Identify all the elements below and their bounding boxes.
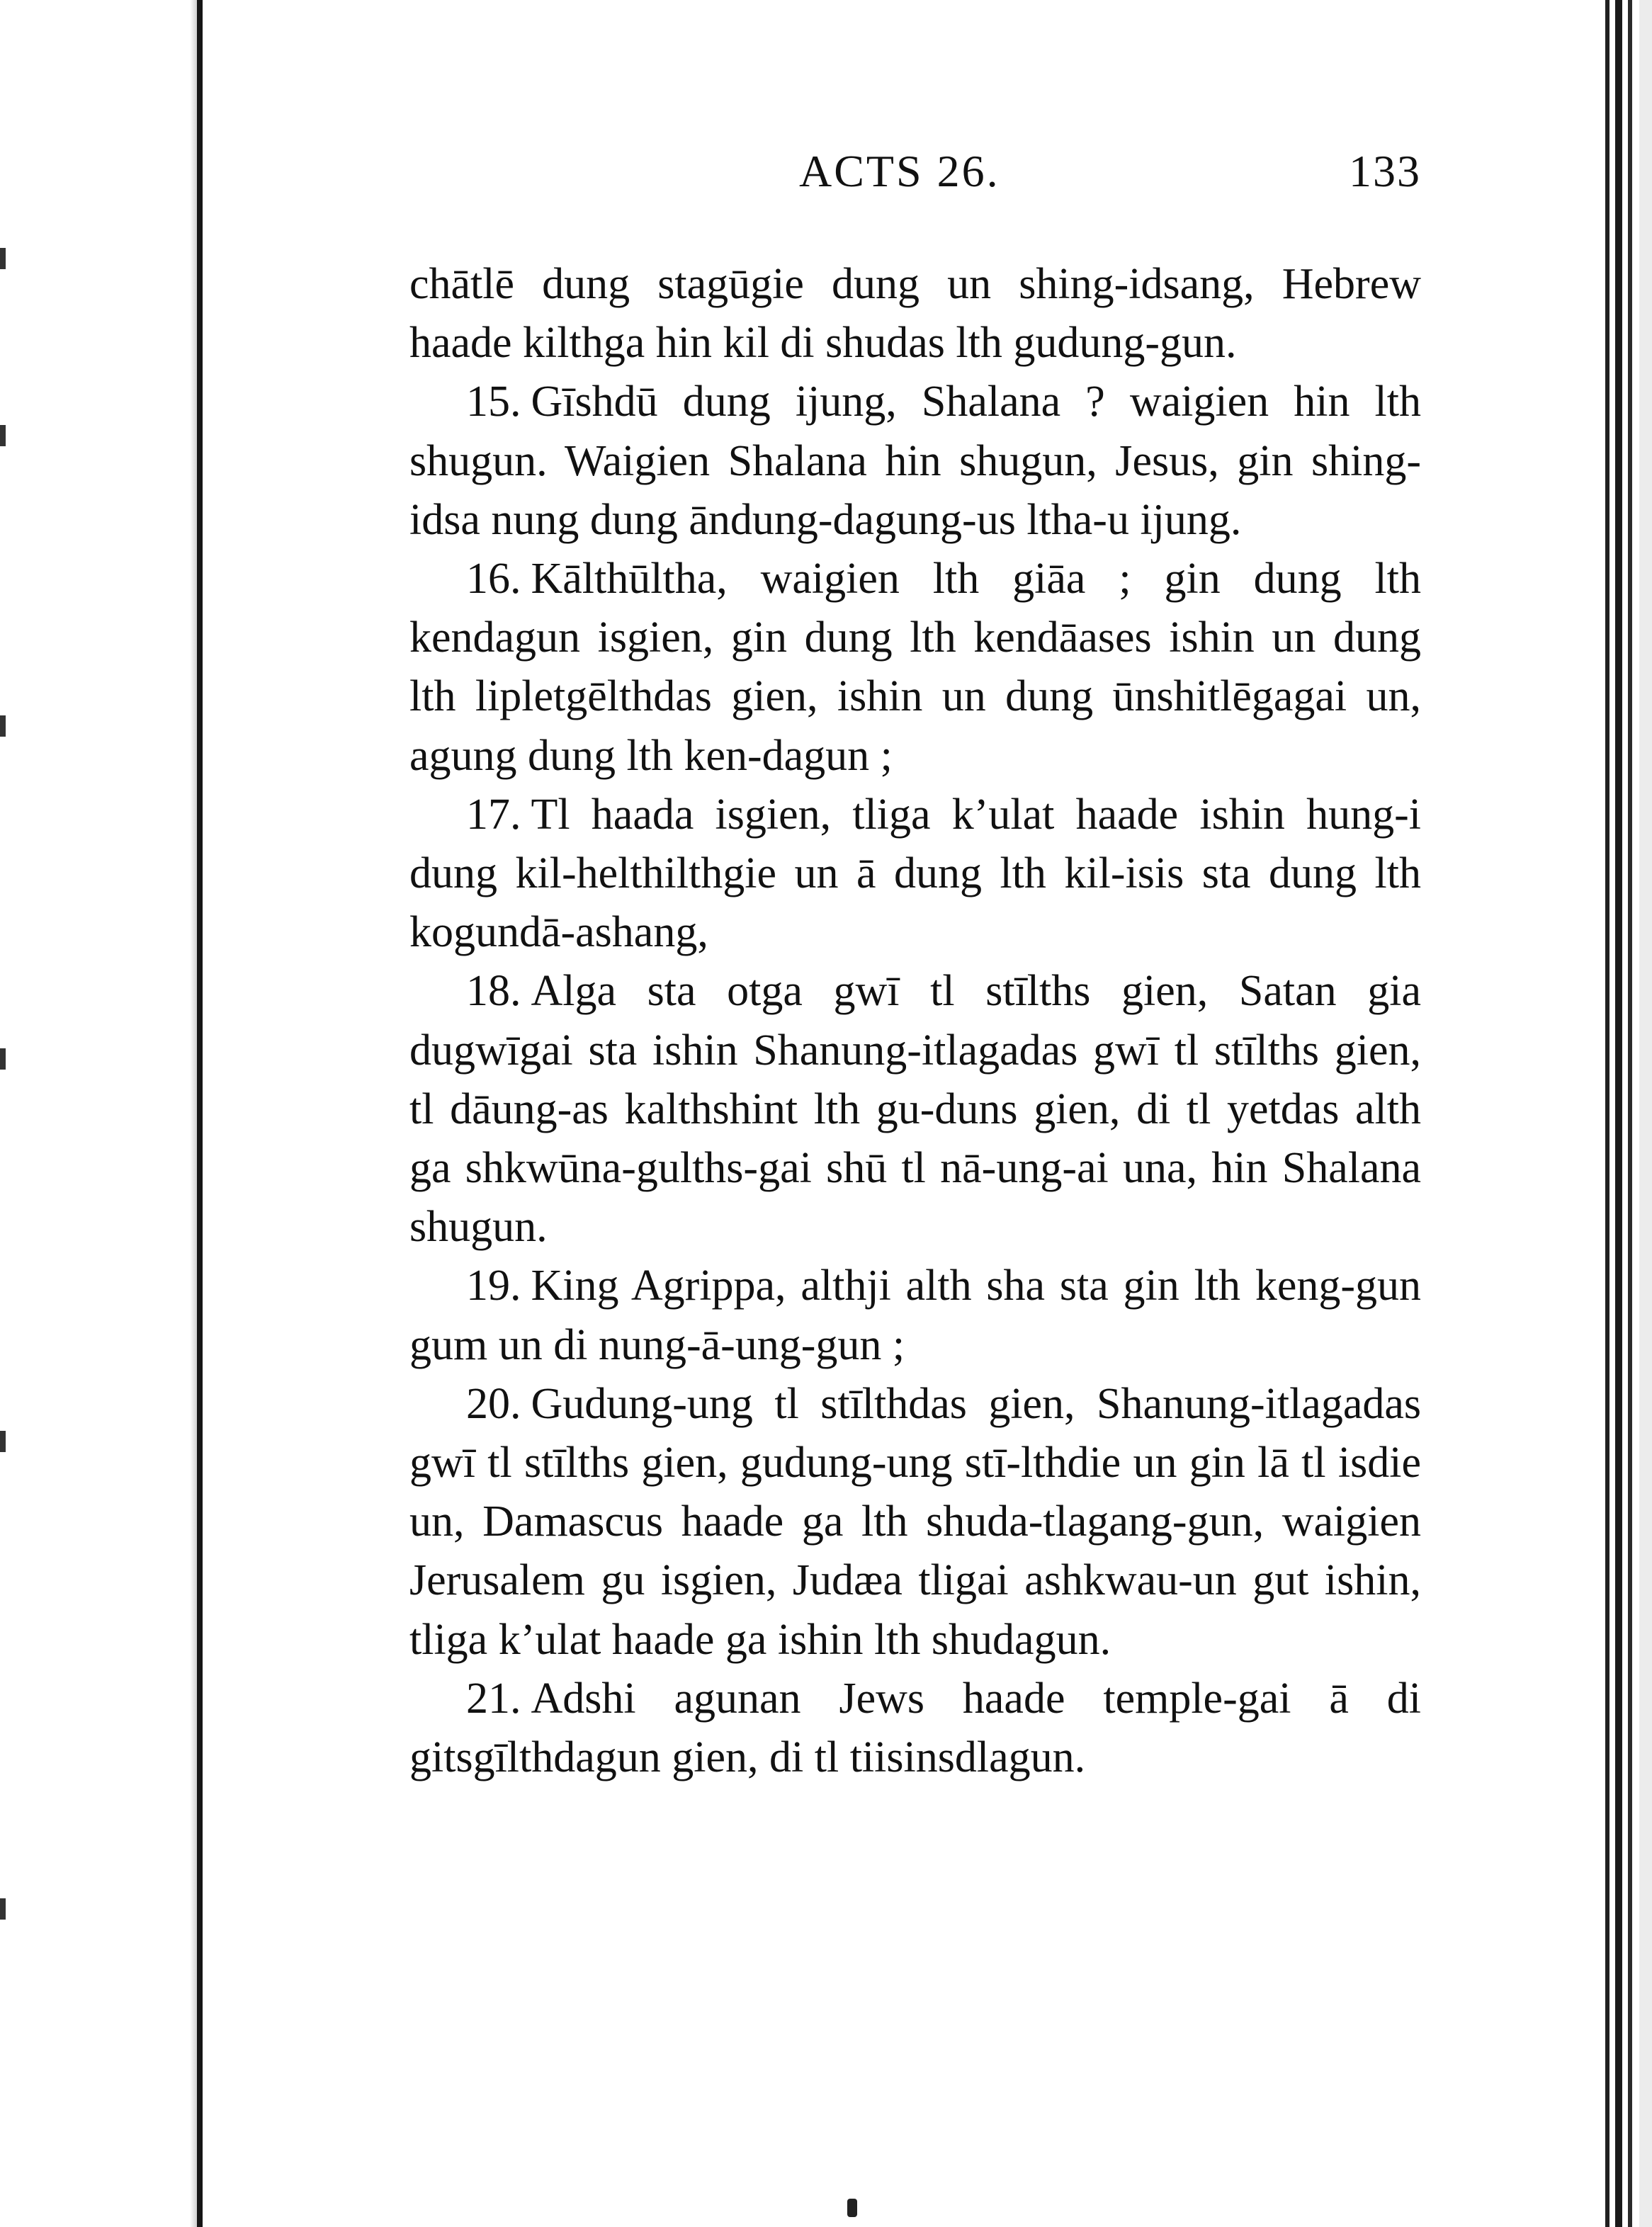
page-body [409, 255, 1421, 1787]
verse-paragraph [409, 786, 1421, 963]
verse-number: 16. [466, 555, 521, 604]
verse-number: 15. [466, 378, 521, 426]
verse-paragraph [409, 1257, 1421, 1374]
verse-text: Gīshdū dung ijung, Shalana ? waigien hin lth shugun. Waigien Shalana hin shugun, Jesus, gin shing-idsa nung dung āndung-dagung-us ltha-u ijung. [409, 378, 1421, 544]
running-header [409, 145, 1421, 202]
verse-text: Tl haada isgien, tliga k’ulat haade ishin hung-i dung kil-helthilthgie un ā dung lth kil-isis sta dung lth kogundā-ashang, [409, 790, 1421, 957]
verse-text: Kālthūltha, waigien lth giāa ; gin dung lth kendagun isgien, gin dung lth kendāases ishin un dung lth lipletgēlthdas gien, ishin un dung ūnshitlēgagai un, agung dung lth ken-dagun ; [409, 555, 1421, 780]
verse-text: chātlē dung stagūgie dung un shing-idsang, Hebrew haade kilthga hin kil di shudas lth gudung-gun. [409, 260, 1421, 368]
verse-text: Adshi agunan Jews haade temple-gai ā di gitsgīlthdagun gien, di tl tiisinsdlagun. [409, 1674, 1421, 1782]
page-edge-line [1615, 0, 1622, 2227]
verse-number: 21. [466, 1674, 521, 1723]
running-title: ACTS 26. [799, 146, 1000, 196]
verse-paragraph [409, 1375, 1421, 1670]
verse-paragraph [409, 962, 1421, 1257]
page-edge-line [1628, 0, 1632, 2227]
verse-text: Gudung-ung tl stīlthdas gien, Shanung-itlagadas gwī tl stīlths gien, gudung-ung stī-lthdie un gin lā tl isdie un, Damascus haade ga lth shuda-tlagang-gun, waigien Jerusalem gu isgien, Judæa tligai ashkwau-un gut ishin, tliga k’ulat haade ga ishin lth shudagun. [409, 1379, 1421, 1664]
verse-text: Alga sta otga gwī tl stīlths gien, Satan gia dugwīgai sta ishin Shanung-itlagadas gwī tl stīlths gien, tl dāung-as kalthshint lth gu-duns gien, di tl yetdas alth ga shkwūna-gulths-gai shū tl nā-ung-ai una, hin Shalana shugun. [409, 967, 1421, 1252]
left-page-margin [0, 0, 200, 2227]
verse-paragraph [409, 255, 1421, 373]
page-edge-margin [1639, 0, 1652, 2227]
verse-paragraph [409, 550, 1421, 786]
spine-shadow [190, 0, 197, 2227]
verse-number: 20. [466, 1379, 521, 1428]
verse-number: 19. [466, 1262, 521, 1310]
verse-paragraph [409, 373, 1421, 550]
verse-paragraph [409, 1670, 1421, 1787]
verse-number: 17. [466, 790, 521, 839]
book-spine [197, 0, 203, 2227]
scan-speck [847, 2199, 857, 2217]
page-number: 133 [1349, 146, 1421, 196]
verse-text: King Agrippa, althji alth sha sta gin lth keng-gun gum un di nung-ā-ung-gun ; [409, 1262, 1421, 1369]
verse-number: 18. [466, 967, 521, 1016]
page-edge-line [1605, 0, 1609, 2227]
